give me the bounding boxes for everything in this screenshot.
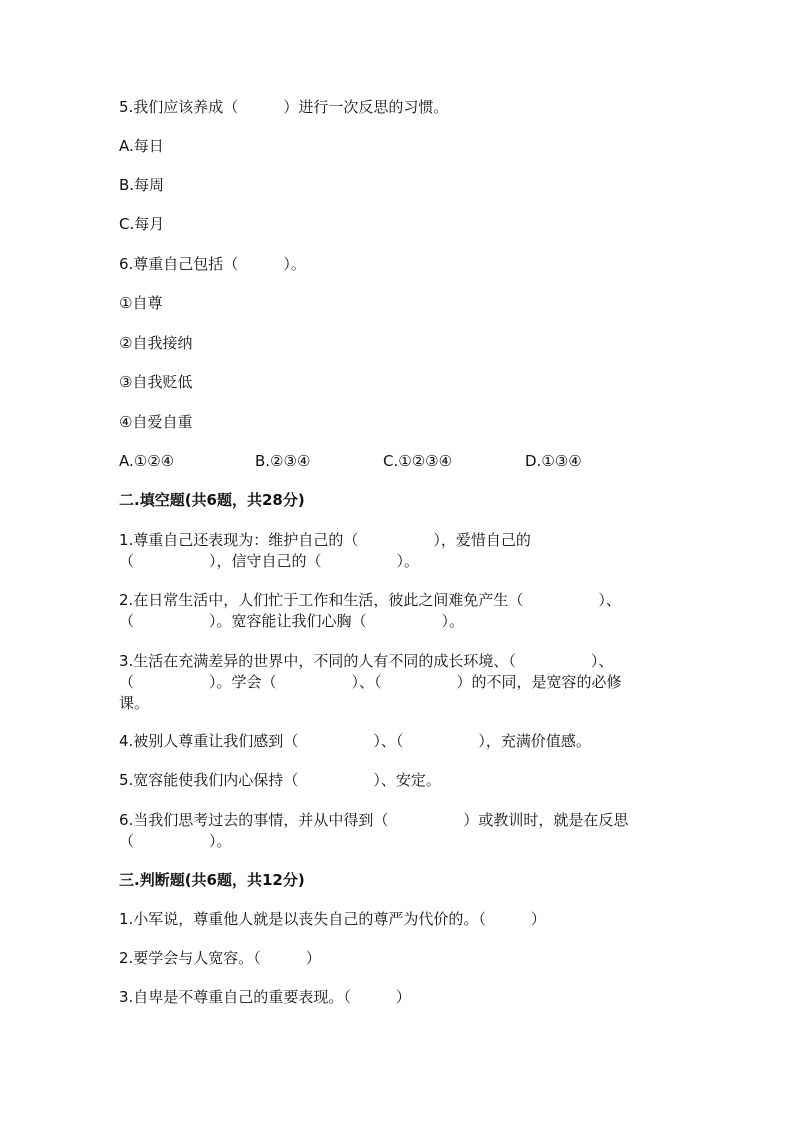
question-6-item-3: ③自我贬低 [119,373,193,391]
section-3-title: 三.判断题(共6题，共12分) [119,871,305,889]
question-6-stem: 6.尊重自己包括（ ）。 [119,255,306,273]
fill-q3-line3: 课。 [119,694,150,712]
fill-q6-line1: 6.当我们思考过去的事情，并从中得到（ ）或教训时，就是在反思 [119,811,629,829]
section-2-title: 二.填空题(共6题，共28分) [119,491,305,509]
question-5-option-b: B.每周 [119,176,165,194]
judge-q1: 1.小军说，尊重他人就是以丧失自己的尊严为代价的。（ ） [119,910,546,928]
question-6-option-d: D.①③④ [525,452,582,470]
judge-q3: 3.自卑是不尊重自己的重要表现。（ ） [119,988,411,1006]
question-5-stem: 5.我们应该养成（ ）进行一次反思的习惯。 [119,98,449,116]
question-6-option-c: C.①②③④ [383,452,453,470]
judge-q2: 2.要学会与人宽容。（ ） [119,949,321,967]
question-6-option-b: B.②③④ [255,452,311,470]
question-5-option-c: C.每月 [119,215,165,233]
question-6-item-4: ④自爱自重 [119,413,193,431]
question-6-option-a: A.①②④ [119,452,175,470]
fill-q2-line1: 2.在日常生活中，人们忙于工作和生活，彼此之间难免产生（ ）、 [119,591,621,609]
fill-q6-line2: （ ）。 [119,832,232,850]
fill-q1-line1: 1.尊重自己还表现为：维护自己的（ ），爱惜自己的 [119,531,531,549]
question-6-item-1: ①自尊 [119,294,163,312]
question-6-item-2: ②自我接纳 [119,334,193,352]
fill-q5: 5.宽容能使我们内心保持（ ）、安定。 [119,771,441,789]
question-5-option-a: A.每日 [119,137,164,155]
question-6-options [119,450,694,472]
fill-q4: 4.被别人尊重让我们感到（ ）、（ ），充满价值感。 [119,732,591,750]
fill-q2-line2: （ ）。宽容能让我们心胸（ ）。 [119,612,465,630]
fill-q1-line2: （ ），信守自己的（ ）。 [119,552,420,570]
fill-q3-line2: （ ）。学会（ ）、（ ）的不同，是宽容的必修 [119,673,622,691]
fill-q3-line1: 3.生活在充满差异的世界中，不同的人有不同的成长环境、（ ）、 [119,652,614,670]
